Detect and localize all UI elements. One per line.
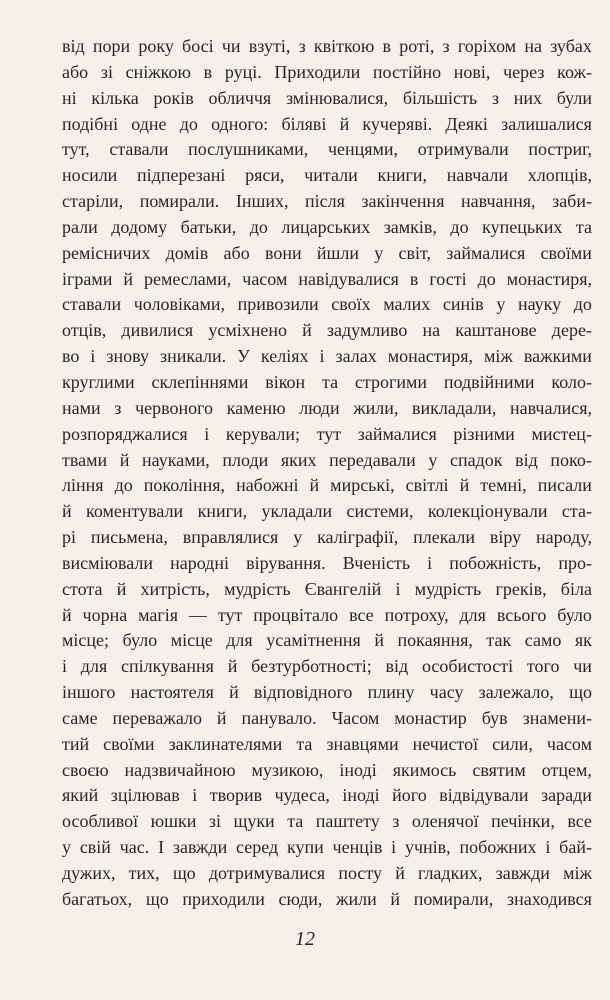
text-line: і для спілкування й безтурботності; від особистості того чи <box>62 656 592 677</box>
text-line: й чорна магія — тут процвітало все потроху, для всього було <box>62 604 592 625</box>
text-line: нами з червоного каменю люди жили, викладали, навчалися, <box>62 397 592 418</box>
text-line: й коментували книги, укладали системи, колекціонували ста- <box>62 501 592 522</box>
text-line: багатьох, що приходили сюди, жили й помирали, знаходився <box>62 888 592 909</box>
text-line: ні кілька років обличчя змінювалися, більшість з них були <box>62 87 592 108</box>
text-line: ління до покоління, набожні й мирські, світлі й темні, писали <box>62 475 592 496</box>
body-text <box>62 34 592 913</box>
text-line: особливої юшки зі щуки та паштету з оленячої печінки, все <box>62 811 592 832</box>
text-line: старіли, помирали. Інших, після закінчення навчання, заби- <box>62 191 592 212</box>
text-line: рали додому батьки, до лицарських замків, до купецьких та <box>62 216 592 237</box>
text-line: ставали чоловіками, привозили своїх малих синів у науку до <box>62 294 592 315</box>
text-line: від пори року босі чи взуті, з квіткою в роті, з горіхом на зубах <box>62 36 592 56</box>
text-line: іграми й ремеслами, часом навідувалися в гості до монастиря, <box>62 268 592 289</box>
text-line: своєю надзвичайною музикою, іноді якимось святим отцем, <box>62 759 592 780</box>
text-line: твами й науками, плоди яких передавали у спадок від поко- <box>62 449 592 470</box>
text-line: іншого настоятеля й відповідного плину часу залежало, що <box>62 682 592 703</box>
text-line: висміювали народні вірування. Вченість і побожність, про- <box>62 552 592 573</box>
text-line: во і знову зникали. У келіях і залах монастиря, між важкими <box>62 346 592 367</box>
text-line: який зцілював і творив чудеса, іноді його відвідували заради <box>62 785 592 806</box>
text-line: тут, ставали послушниками, ченцями, отримували постриг, <box>62 139 592 160</box>
text-line: у свій час. І завжди серед купи ченців і учнів, побожних і бай- <box>62 837 592 858</box>
text-line: стота й хитрість, мудрість Євангелій і мудрість греків, біла <box>62 578 592 599</box>
text-line: розпоряджалися і керували; тут займалися різними мистец- <box>62 423 592 444</box>
text-line: дужих, тих, що дотримувалися посту й гладких, завжди між <box>62 863 592 883</box>
text-line: саме переважало й панувало. Часом монастир був знамени- <box>62 707 592 728</box>
text-line: ремісничих домів або вони йшли у світ, займалися своїми <box>62 242 592 263</box>
text-line: подібні одне до одного: біляві й кучеряві. Деякі залишалися <box>62 113 592 134</box>
text-line: або зі сніжкою в руці. Приходили постійно нові, через кож- <box>62 61 592 82</box>
text-line: місце; було місце для усамітнення й покаяння, так само як <box>62 630 592 651</box>
text-line: тий своїми заклинателями та знавцями нечистої сили, часом <box>62 733 592 754</box>
text-line: круглими склепіннями вікон та строгими подвійними коло- <box>62 371 592 392</box>
page-number: 12 <box>295 928 315 950</box>
text-line: рі письмена, вправлялися у каліграфії, плекали віру народу, <box>62 527 592 548</box>
text-line: носили підперезані ряси, читали книги, навчали хлопців, <box>62 165 592 186</box>
text-line: отців, дивилися усміхнено й задумливо на каштанове дере- <box>62 320 592 341</box>
